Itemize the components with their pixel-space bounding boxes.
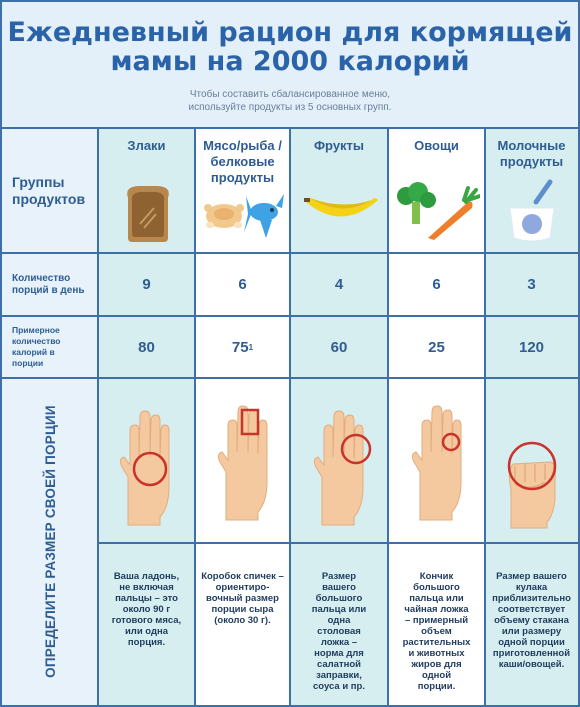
hand-thumbtip-icon (406, 402, 470, 522)
row-label-portion-size-text: ОПРЕДЕЛИТЕ РАЗМЕР СВОЕЙ ПОРЦИИ (42, 405, 58, 678)
calories-vegetables: 25 (388, 316, 485, 378)
yogurt-icon (502, 178, 562, 246)
portions-vegetables: 6 (388, 253, 485, 316)
page-title: Ежедневный рацион для кормящей мамы на 2000 калорий (7, 17, 573, 77)
col-name-vegetables: Овощи (414, 138, 459, 153)
calories-fruits: 60 (290, 316, 388, 378)
row-label-portion-size (2, 378, 98, 705)
hand-matchbox-icon (212, 402, 276, 522)
calories-protein-footnote: 1 (248, 342, 254, 352)
banana-icon (302, 192, 382, 232)
col-name-fruits: Фрукты (313, 138, 365, 153)
portions-fruits: 4 (290, 253, 388, 316)
col-name-grains: Злаки (127, 138, 166, 153)
portions-dairy: 3 (485, 253, 578, 316)
divider-col-0 (97, 128, 99, 705)
portions-protein: 6 (195, 253, 290, 316)
page-subtitle: Чтобы составить сбалансированное меню, используйте продукты из 5 основных групп. (188, 89, 392, 113)
row-label-portions-text: Количество порций в день (12, 272, 85, 296)
hand-fist-icon (499, 430, 565, 530)
desc-fruits: Размер вашего большого пальца или одна столовая ложка – норма для салатной заправки, соуса и пр. (290, 543, 388, 705)
desc-grains: Ваша ладонь, не включая пальцы – это около 90 г готового мяса, или одна порция. (98, 543, 195, 705)
row-label-calories (2, 316, 98, 378)
desc-dairy: Размер вашего кулака приблизительно соответствует объему стакана или размеру одной порции приготовленной каши/овощей. (485, 543, 578, 705)
col-name-protein: Мясо/рыба /белковые продукты (203, 138, 282, 185)
bread-icon (120, 184, 176, 244)
broccoli-carrot-icon (394, 182, 480, 242)
header (2, 2, 578, 128)
col-header-fruits (290, 128, 388, 253)
row-label-calories-text: Примерное количество калорий в порции (12, 325, 61, 368)
calories-dairy: 120 (485, 316, 578, 378)
chicken-fish-icon (200, 188, 286, 240)
hand-palm-icon (114, 407, 178, 527)
row-label-groups-text: Группы продуктов (12, 173, 86, 207)
divider-col-4 (484, 128, 486, 705)
row-label-groups (2, 128, 98, 253)
hand-thumb-icon (308, 407, 378, 527)
portions-grains: 9 (98, 253, 195, 316)
divider-col-3 (387, 128, 389, 705)
divider-col-1 (194, 128, 196, 705)
desc-protein: Коробок спичек – ориентиро- вочный размер порции сыра (около 30 г). (195, 543, 290, 705)
divider-row-4 (98, 542, 578, 544)
divider-col-2 (289, 128, 291, 705)
calories-grains: 80 (98, 316, 195, 378)
desc-vegetables: Кончик большого пальца или чайная ложка – примерный объем растительных и животных жиров для одной порции. (388, 543, 485, 705)
col-name-dairy: Молочные продукты (497, 138, 566, 169)
calories-protein (195, 316, 290, 378)
calories-protein-value: 75 (231, 338, 249, 356)
row-label-portions (2, 253, 98, 316)
